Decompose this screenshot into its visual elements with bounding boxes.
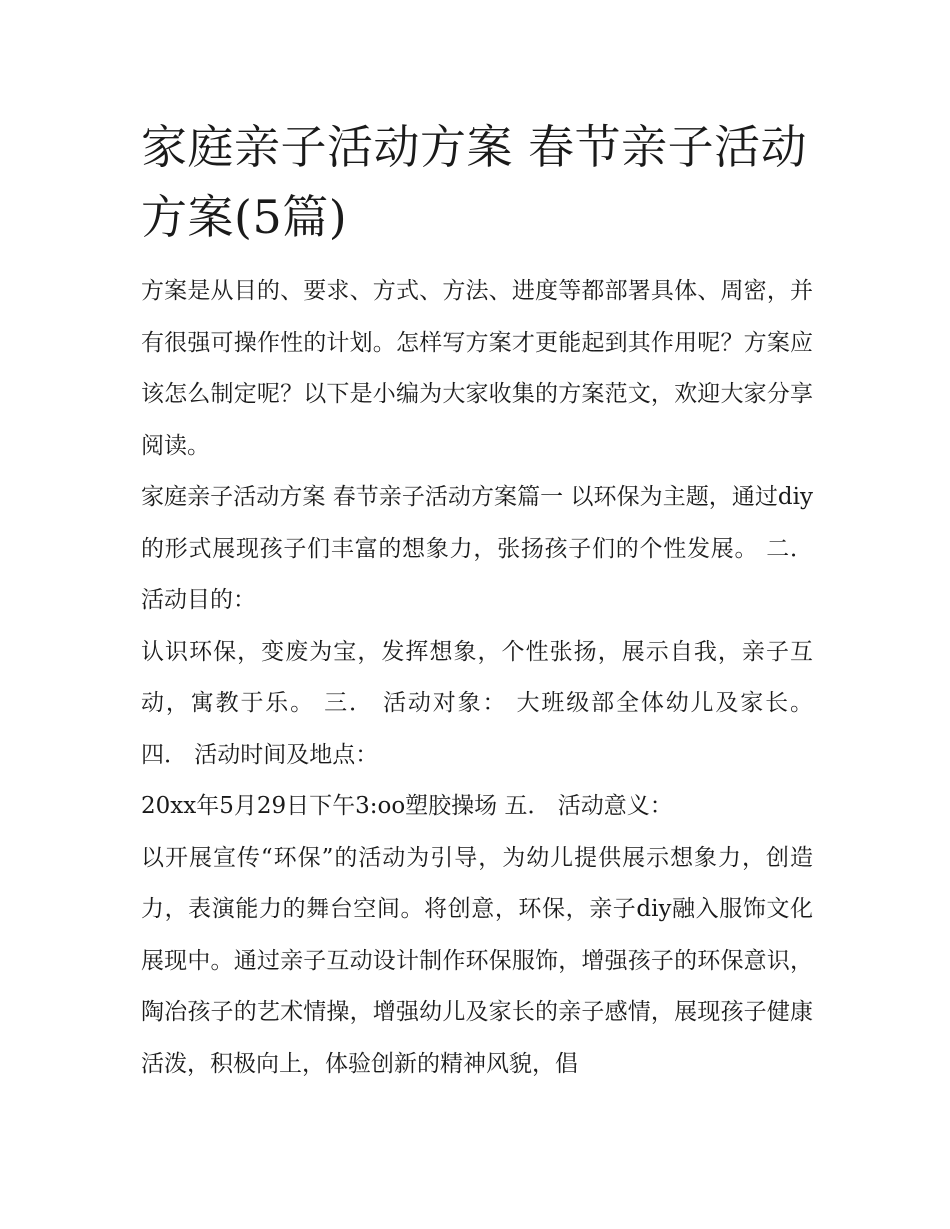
paragraph-goals: 认识环保，变废为宝，发挥想象，个性张扬，展示自我，亲子互动，寓教于乐。 三． 活动对象： 大班级部全体幼儿及家长。 四． 活动时间及地点：: [141, 638, 813, 768]
paragraph-intro: 方案是从目的、要求、方式、方法、进度等都部署具体、周密，并有很强可操作性的计划。怎样写方案才更能起到其作用呢？方案应该怎么制定呢？以下是小编为大家收集的方案范文，欢迎大家分享阅读。: [141, 278, 813, 459]
document-body: [141, 112, 813, 1090]
paragraph-time-place: 20xx年5月29日下午3:oo塑胶操场 五． 活动意义：: [141, 793, 673, 819]
paragraph-significance: 以开展宣传“环保”的活动为引导，为幼儿提供展示想象力，创造力，表演能力的舞台空间。将创意，环保，亲子diy融入服饰文化展现中。通过亲子互动设计制作环保服饰，增强孩子的环保意识，陶冶孩子的艺术情操，增强幼儿及家长的亲子感情，展现孩子健康活泼，积极向上，体验创新的精神风貌，倡: [141, 844, 813, 1077]
paragraph-theme: 家庭亲子活动方案 春节亲子活动方案篇一 以环保为主题，通过diy的形式展现孩子们丰富的想象力，张扬孩子们的个性发展。 二． 活动目的：: [141, 484, 813, 613]
document-title: 家庭亲子活动方案 春节亲子活动方案(5篇): [141, 120, 808, 244]
